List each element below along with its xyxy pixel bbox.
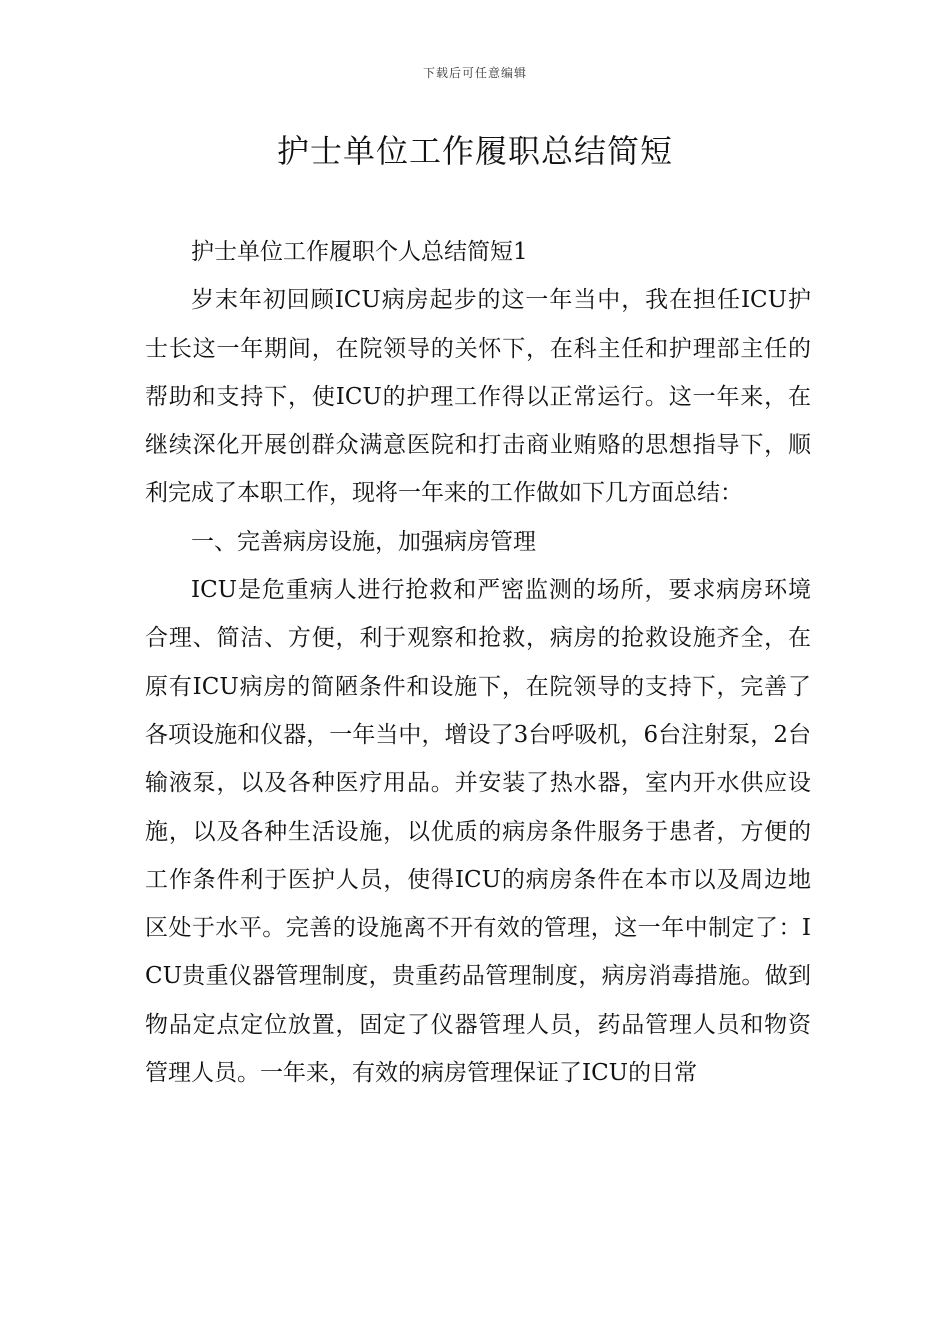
section-subtitle: 护士单位工作履职个人总结简短1	[191, 239, 528, 265]
section-heading: 一、完善病房设施，加强病房管理	[191, 528, 536, 555]
body-paragraph: ICU是危重病人进行抢救和严密监测的场所，要求病房环境合理、简洁、方便，利于观察和抢救，病房的抢救设施齐全，在原有ICU病房的简陋条件和设施下，在院领导的支持下，完善了各项设施和仪器，一年当中，增设了3台呼吸机，6台注射泵，2台输液泵，以及各种医疗用品。并安装了热水器，室内开水供应设施，以及各种生活设施，以优质的病房条件服务于患者，方便的工作条件利于医护人员，使得ICU的病房条件在本市以及周边地区处于水平。完善的设施离不开有效的管理，这一年中制定了：ICU贵重仪器管理制度，贵重药品管理制度，病房消毒措施。做到物品定点定位放置，固定了仪器管理人员，药品管理人员和物资管理人员。一年来，有效的病房管理保证了ICU的日常	[145, 577, 811, 1087]
body-paragraph: 岁末年初回顾ICU病房起步的这一年当中，我在担任ICU护士长这一年期间，在院领导的关怀下，在科主任和护理部主任的帮助和支持下，使ICU的护理工作得以正常运行。这一年来，在继续深化开展创群众满意医院和打击商业贿赂的思想指导下，顺利完成了本职工作，现将一年来的工作做如下几方面总结：	[145, 287, 811, 507]
document-title: 护士单位工作履职总结简短	[276, 132, 673, 170]
document-body	[145, 228, 811, 1097]
header-note: 下载后可任意编辑	[422, 66, 527, 80]
